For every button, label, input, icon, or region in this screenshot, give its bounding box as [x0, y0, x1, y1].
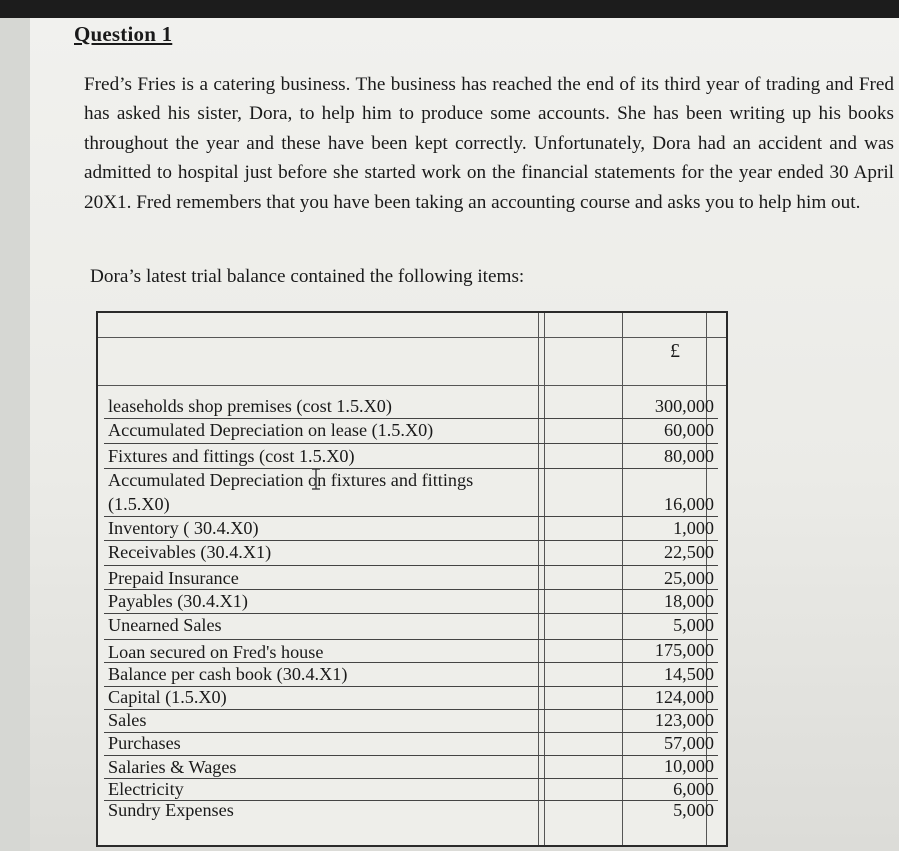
trial-balance-intro: Dora’s latest trial balance contained the following items:: [90, 266, 525, 287]
row-amount: 60,000: [663, 420, 714, 440]
row-amount: 22,500: [663, 542, 714, 562]
table-row: [104, 394, 718, 419]
row-amount: 10,000: [663, 756, 714, 776]
table-row: [104, 662, 718, 687]
row-label: Prepaid Insurance: [108, 568, 239, 588]
row-label: Capital (1.5.X0): [108, 687, 227, 707]
row-label: Unearned Sales: [108, 615, 222, 635]
table-row: [104, 755, 718, 779]
row-amount: 123,000: [654, 710, 714, 730]
row-label: Inventory ( 30.4.X0): [108, 518, 259, 538]
row-label: Electricity: [108, 779, 184, 799]
table-row: [104, 468, 718, 517]
row-label: Salaries & Wages: [108, 757, 237, 777]
row-amount: 124,000: [654, 687, 714, 707]
table-row: [104, 778, 718, 801]
row-label: Sundry Expenses: [108, 800, 234, 820]
table-row: [104, 613, 718, 640]
table-row: [104, 732, 718, 756]
text-cursor-icon: [311, 468, 321, 490]
row-label: Fixtures and fittings (cost 1.5.X0): [108, 446, 355, 466]
table-row: [104, 639, 718, 663]
row-label: Payables (30.4.X1): [108, 591, 248, 611]
row-amount: 6,000: [673, 779, 714, 799]
row-label: Receivables (30.4.X1): [108, 542, 272, 562]
table-row: [104, 589, 718, 614]
row-label: leaseholds shop premises (cost 1.5.X0): [108, 396, 392, 416]
row-label: Sales: [108, 710, 147, 730]
row-amount: 1,000: [673, 518, 714, 538]
currency-header: £: [670, 340, 680, 362]
top-bezel: [0, 0, 899, 18]
table-row: [104, 709, 718, 733]
row-amount: 14,500: [663, 664, 714, 684]
row-label: Accumulated Depreciation on lease (1.5.X0): [108, 420, 434, 440]
row-amount: 300,000: [654, 396, 714, 416]
table-row: [104, 800, 718, 822]
table-row: [104, 686, 718, 710]
row-amount: 16,000: [663, 494, 714, 514]
question-paragraph: Fred’s Fries is a catering business. The business has reached the end of its third year of trading and Fred has asked his sister, Dora, to help him to produce some accounts. She has been writing up his books throughout the year and these have been kept correctly. Unfortunately, Dora had an accident and was admitted to hospital just before she started work on the financial statements for the year ended 30 April 20X1. Fred remembers that you have been taking an accounting course and asks you to help him out.: [84, 74, 894, 213]
question-heading: Question 1: [74, 22, 173, 46]
row-amount: 57,000: [663, 733, 714, 753]
row-amount: 18,000: [663, 591, 714, 611]
row-amount: 80,000: [663, 446, 714, 466]
row-amount: 25,000: [663, 568, 714, 588]
row-label: Loan secured on Fred's house: [108, 642, 324, 662]
table-row: [104, 540, 718, 566]
row-amount: 175,000: [654, 640, 714, 660]
row-label-continued: (1.5.X0): [108, 494, 170, 514]
row-label: Balance per cash book (30.4.X1): [108, 664, 348, 684]
row-amount: 5,000: [673, 800, 714, 820]
table-row: [104, 565, 718, 590]
row-amount: 5,000: [673, 615, 714, 635]
row-label: Accumulated Depreciation on fixtures and fittings: [108, 470, 474, 490]
table-row: [104, 516, 718, 541]
row-label: Purchases: [108, 733, 181, 753]
table-row: [104, 418, 718, 444]
table-row: [104, 443, 718, 469]
